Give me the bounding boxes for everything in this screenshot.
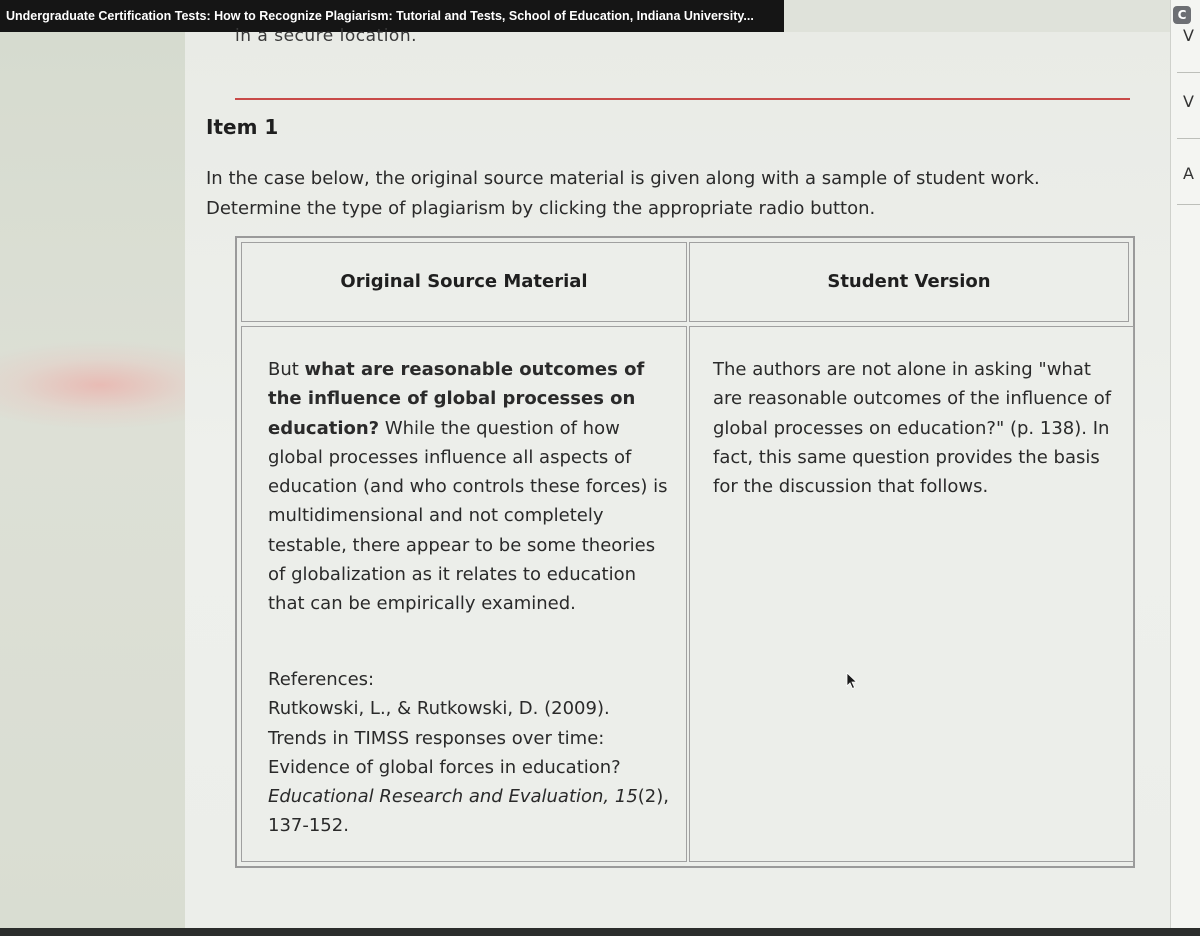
instructions-line-1: In the case below, the original source material is given along with a sample of student work. xyxy=(206,168,1040,189)
instructions-line-2: Determine the type of plagiarism by clicking the appropriate radio button. xyxy=(206,198,876,219)
sidebar-divider xyxy=(1177,138,1200,139)
sidebar-divider xyxy=(1177,204,1200,205)
original-source-header: Original Source Material xyxy=(340,271,588,292)
comparison-table xyxy=(235,236,1135,868)
student-version-header: Student Version xyxy=(827,271,991,292)
title-bar-gap xyxy=(784,0,1170,32)
student-version-cell xyxy=(689,326,1134,862)
original-source-text xyxy=(268,355,673,619)
source-bold-question: what are reasonable outcomes of the influence of global processes on education? xyxy=(268,359,645,439)
journal-volume: 15 xyxy=(614,786,638,808)
left-margin xyxy=(0,32,185,932)
section-divider xyxy=(235,98,1130,100)
sidebar-letter: A xyxy=(1183,164,1194,183)
references-label: References: xyxy=(268,669,375,690)
student-version-text: The authors are not alone in asking "what are reasonable outcomes of the influence of global processes on education?" (p. 138). In fact, this same question provides the basis for the discussion that follows. xyxy=(713,359,1112,498)
journal-issue-pages: (2), 137-152. xyxy=(268,786,669,837)
source-lead: But xyxy=(268,359,305,380)
main-content xyxy=(185,26,1170,932)
right-sidebar xyxy=(1170,0,1200,936)
sidebar-letter: V xyxy=(1183,26,1194,45)
sidebar-letter: V xyxy=(1183,92,1194,111)
references xyxy=(268,665,673,841)
extension-badge-icon[interactable]: C xyxy=(1173,6,1191,24)
window-title: Undergraduate Certification Tests: How to Recognize Plagiarism: Tutorial and Tests, School of Education, Indiana University... xyxy=(0,0,784,32)
mouse-pointer-icon xyxy=(845,672,859,690)
student-header-cell xyxy=(689,242,1129,322)
original-header-cell xyxy=(241,242,687,322)
instructions xyxy=(206,164,1106,224)
original-source-cell xyxy=(241,326,687,862)
sidebar-divider xyxy=(1177,72,1200,73)
source-rest: While the question of how global processes influence all aspects of education (and who controls these forces) is multidimensional and not completely testable, there appear to be some theories of globalization as it relates to education that can be empirically examined. xyxy=(268,417,668,615)
journal-name: Educational Research and Evaluation, xyxy=(268,786,610,808)
citation-authors: Rutkowski, L., & Rutkowski, D. (2009). Trends in TIMSS responses over time: Evidence of global forces in education? xyxy=(268,698,621,778)
previous-text-fragment: in a secure location. xyxy=(235,26,417,46)
item-heading: Item 1 xyxy=(206,115,279,139)
bottom-bezel xyxy=(0,928,1200,936)
